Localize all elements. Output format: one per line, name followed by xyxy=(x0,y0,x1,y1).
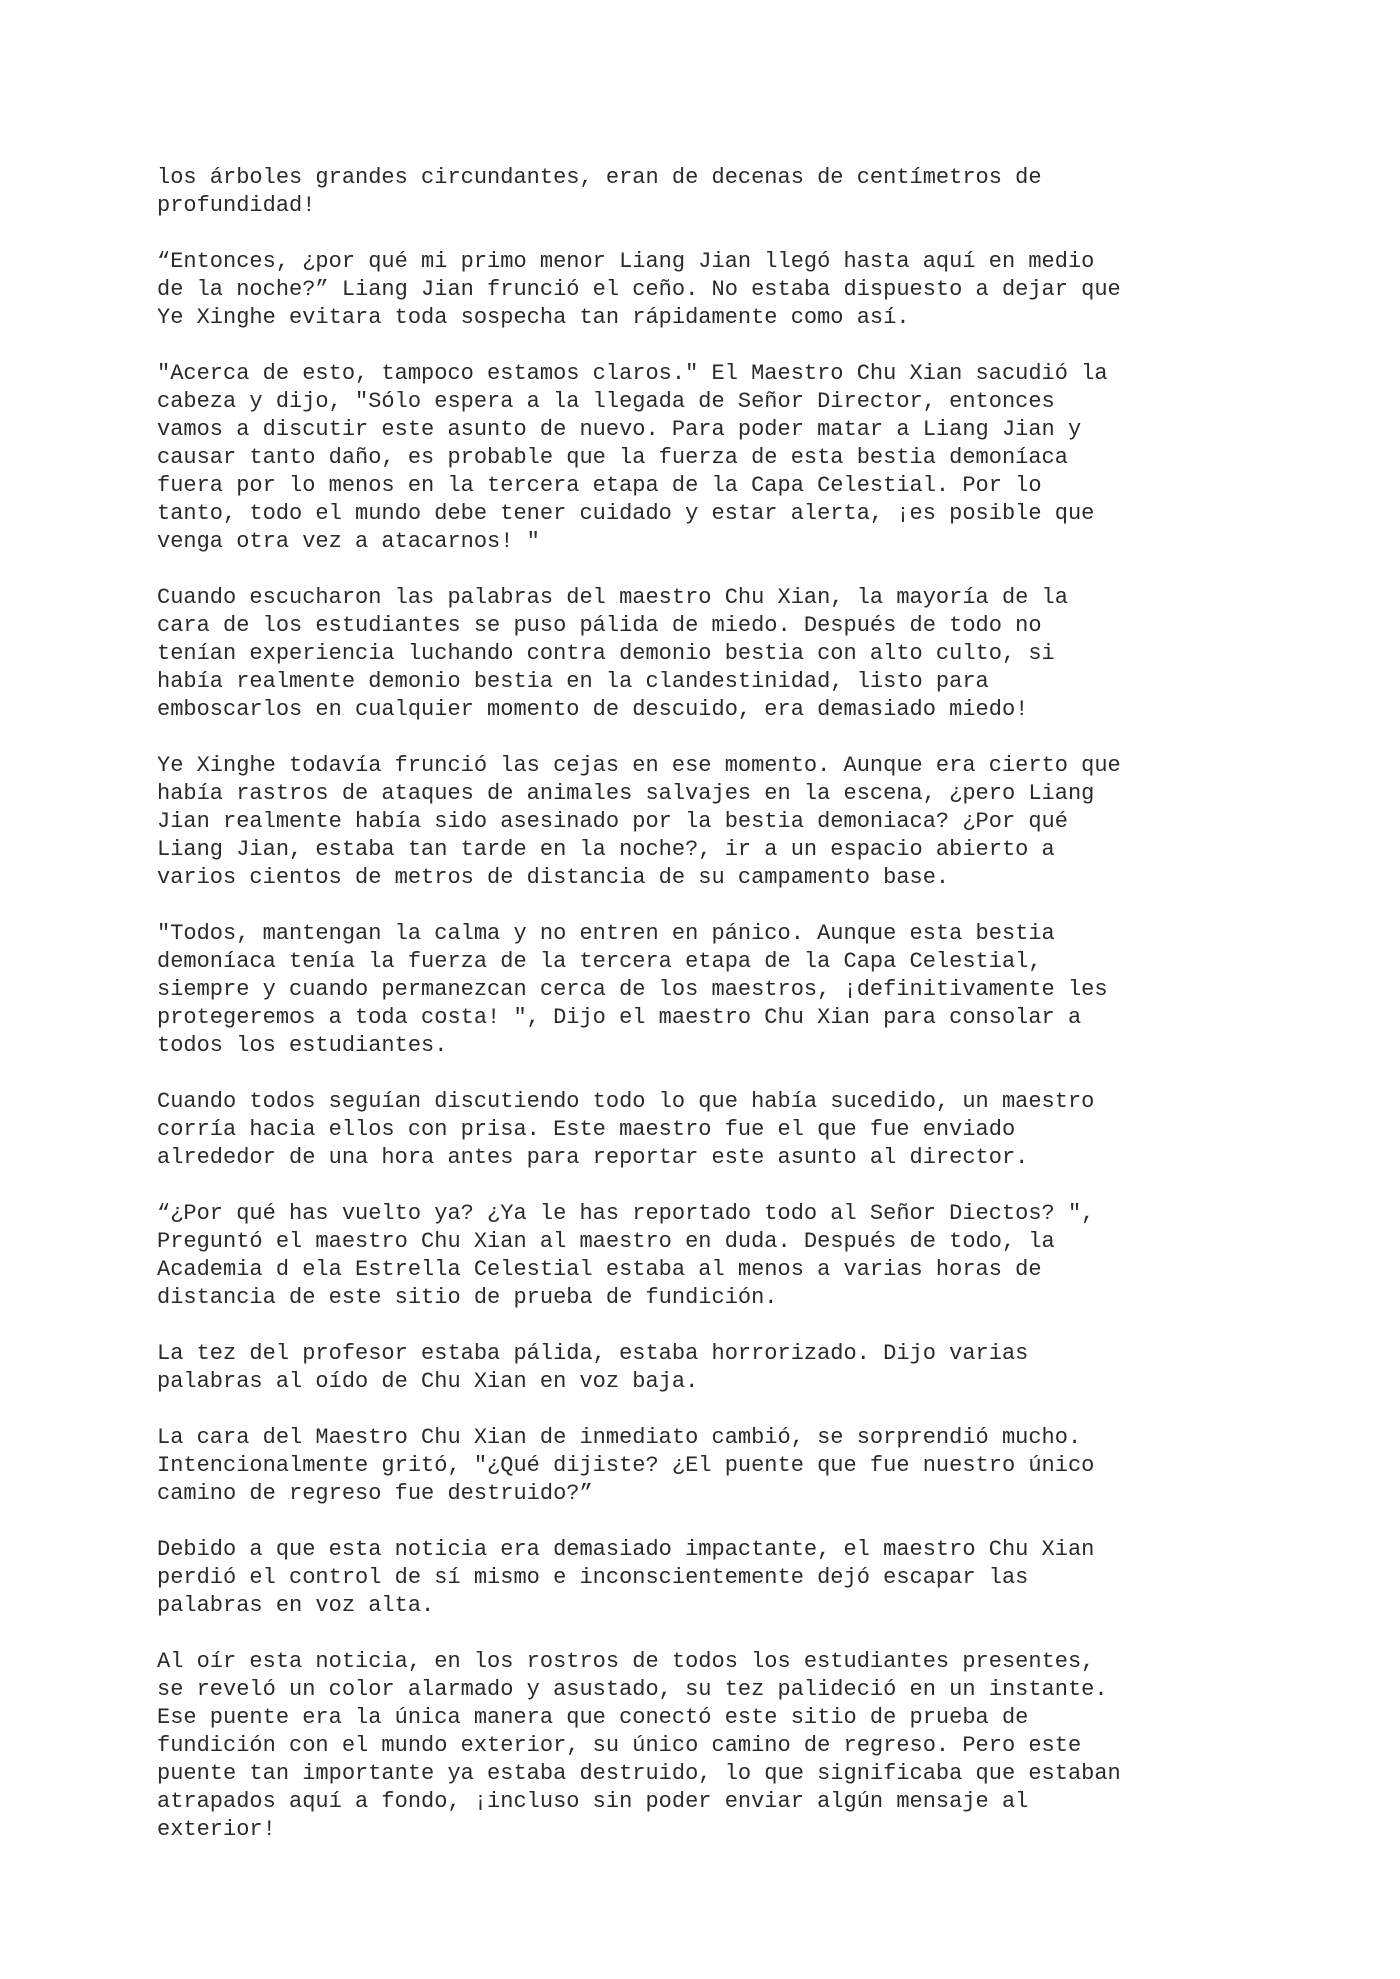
paragraph-6: "Todos, mantengan la calma y no entren en pánico. Aunque esta bestia demoníaca tenía la fuerza de la tercera etapa de la Capa Celestial, siempre y cuando permanezcan cerca de los maestros, ¡definitivamente les protegeremos a toda costa! ", Dijo el maestro Chu Xian para consolar a todos los estudiantes. xyxy=(157,921,1108,1058)
paragraph-1: los árboles grandes circundantes, eran de decenas de centímetros de profundidad! xyxy=(157,165,1042,218)
paragraph-10: La cara del Maestro Chu Xian de inmediato cambió, se sorprendió mucho. Intencionalmente gritó, "¿Qué dijiste? ¿El puente que fue nuestro único camino de regreso fue destruido?” xyxy=(157,1425,1095,1506)
paragraph-2: “Entonces, ¿por qué mi primo menor Liang Jian llegó hasta aquí en medio de la noche?” Liang Jian frunció el ceño. No estaba dispuesto a dejar que Ye Xinghe evitara toda sospecha tan rápidamente como así. xyxy=(157,249,1121,330)
document-body xyxy=(157,164,1257,1844)
paragraph-3: "Acerca de esto, tampoco estamos claros." El Maestro Chu Xian sacudió la cabeza y dijo, "Sólo espera a la llegada de Señor Director, entonces vamos a discutir este asunto de nuevo. Para poder matar a Liang Jian y causar tanto daño, es probable que la fuerza de esta bestia demoníaca fuera por lo menos en la tercera etapa de la Capa Celestial. Por lo tanto, todo el mundo debe tener cuidado y estar alerta, ¡es posible que venga otra vez a atacarnos! " xyxy=(157,361,1108,554)
paragraph-7: Cuando todos seguían discutiendo todo lo que había sucedido, un maestro corría hacia ellos con prisa. Este maestro fue el que fue enviado alrededor de una hora antes para reportar este asunto al director. xyxy=(157,1089,1095,1170)
paragraph-9: La tez del profesor estaba pálida, estaba horrorizado. Dijo varias palabras al oído de Chu Xian en voz baja. xyxy=(157,1341,1029,1394)
paragraph-11: Debido a que esta noticia era demasiado impactante, el maestro Chu Xian perdió el control de sí mismo e inconscientemente dejó escapar las palabras en voz alta. xyxy=(157,1537,1095,1618)
paragraph-12: Al oír esta noticia, en los rostros de todos los estudiantes presentes, se reveló un color alarmado y asustado, su tez palideció en un instante. Ese puente era la única manera que conectó este sitio de prueba de fundición con el mundo exterior, su único camino de regreso. Pero este puente tan importante ya estaba destruido, lo que significaba que estaban atrapados aquí a fondo, ¡incluso sin poder enviar algún mensaje al exterior! xyxy=(157,1649,1121,1842)
paragraph-8: “¿Por qué has vuelto ya? ¿Ya le has reportado todo al Señor Diectos? ", Preguntó el maestro Chu Xian al maestro en duda. Después de todo, la Academia d ela Estrella Celestial estaba al menos a varias horas de distancia de este sitio de prueba de fundición. xyxy=(157,1201,1095,1310)
paragraph-4: Cuando escucharon las palabras del maestro Chu Xian, la mayoría de la cara de los estudiantes se puso pálida de miedo. Después de todo no tenían experiencia luchando contra demonio bestia con alto culto, si había realmente demonio bestia en la clandestinidad, listo para emboscarlos en cualquier momento de descuido, era demasiado miedo! xyxy=(157,585,1068,722)
paragraph-5: Ye Xinghe todavía frunció las cejas en ese momento. Aunque era cierto que había rastros de ataques de animales salvajes en la escena, ¿pero Liang Jian realmente había sido asesinado por la bestia demoniaca? ¿Por qué Liang Jian, estaba tan tarde en la noche?, ir a un espacio abierto a varios cientos de metros de distancia de su campamento base. xyxy=(157,753,1121,890)
